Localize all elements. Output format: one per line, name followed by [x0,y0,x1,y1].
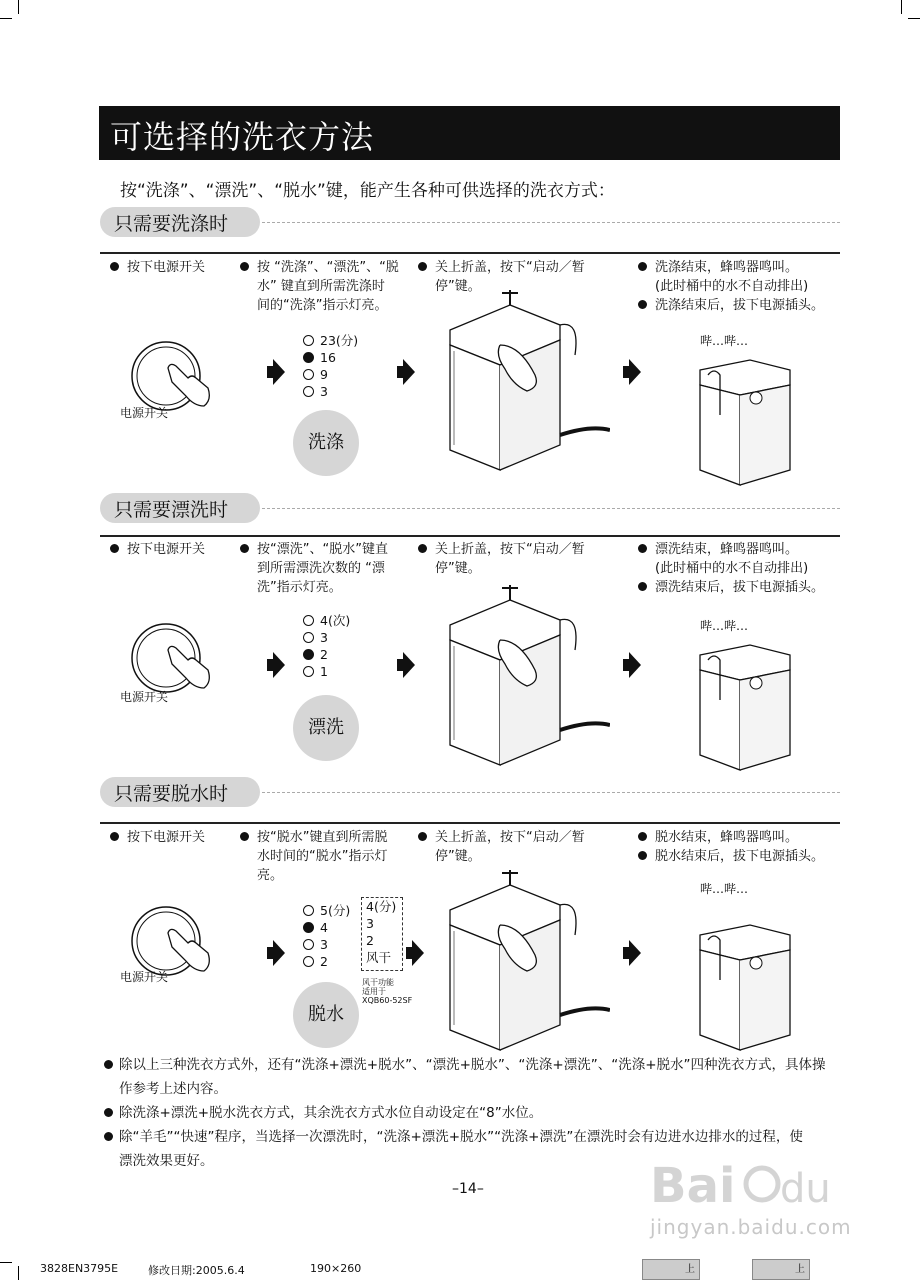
option: 2 [303,953,350,970]
heading-dashline [262,222,840,223]
note-item: 除以上三种洗衣方式外，还有“洗涤+漂洗+脱水”、“漂洗+脱水”、“洗涤+漂洗”、“洗涤+脱水”四种洗衣方式，具体操 [104,1053,840,1077]
indicator-off-icon [303,956,314,967]
step-press-key: 按“漂洗”、“脱水”键直 到所需漂洗次数的 “漂 洗”指示灯亮。 [240,540,388,597]
indicator-off-icon [303,615,314,626]
note-item-cont: 漂洗效果更好。 [119,1153,214,1169]
bullet [418,544,427,553]
indicator-off-icon [303,632,314,643]
option: 16 [303,349,358,366]
alt-options-box [361,897,403,971]
bullet [638,544,647,553]
step-close-lid: 关上折盖，按下“启动／暂 停”键。 [418,540,585,578]
option: 4(次) [303,612,350,629]
svg-text:du: du [780,1166,831,1212]
bullet [240,832,249,841]
section-rule [100,822,840,824]
indicator-on-icon [303,922,314,933]
step-finish: 漂洗结束，蜂鸣器鸣叫。 (此时桶中的水不自动排出) 漂洗结束后，拔下电源插头。 [638,540,824,597]
footer-date: 修改日期:2005.6.4 [148,1264,245,1277]
footer-size: 190×260 [310,1262,362,1275]
page-title: 可选择的洗衣方法 [110,118,375,156]
step-finish: 脱水结束，蜂鸣器鸣叫。 脱水结束后，拔下电源插头。 [638,828,824,866]
heading-dashline [262,508,840,509]
bullet [418,262,427,271]
power-switch-hand-icon [110,330,230,440]
page-number: –14– [452,1181,484,1197]
beep-label: 哔…哔… [700,882,749,896]
arrow-right-icon [273,359,285,385]
power-label: 电源开关 [120,690,169,704]
crop-mark [901,0,902,14]
bullet [104,1060,113,1069]
air-dry-note: 风干功能 适用于 XQB60-52SF [362,978,413,1005]
washer-closing-lid-icon [440,865,610,1055]
step-close-lid: 关上折盖，按下“启动／暂 停”键。 [418,828,585,866]
section-rule [100,252,840,254]
option: 3 [303,936,350,953]
wash-button-illustration: 洗涤 [293,410,359,476]
footer-box: 上 [642,1259,700,1280]
washer-beeping-icon [690,625,800,775]
alt-option: 4(分) [366,899,397,914]
heading-dashline [262,792,840,793]
indicator-on-icon [303,649,314,660]
option: 3 [303,383,358,400]
bullet [638,300,647,309]
step-press-key: 按 “洗涤”、“漂洗”、“脱 水” 键直到所需洗涤时 间的“洗涤”指示灯亮。 [240,258,399,315]
section-heading: 只需要脱水时 [114,783,229,805]
washer-closing-lid-icon [440,580,610,770]
crop-mark [0,1262,12,1263]
arrow-right-icon [629,359,641,385]
power-label: 电源开关 [120,406,169,420]
bullet [240,262,249,271]
bullet [638,851,647,860]
indicator-off-icon [303,666,314,677]
step-power: 按下电源开关 [110,828,205,847]
arrow-right-icon [412,940,424,966]
arrow-right-icon [403,652,415,678]
crop-mark [908,18,920,19]
step-close-lid: 关上折盖，按下“启动／暂 停”键。 [418,258,585,296]
option: 1 [303,663,350,680]
arrow-right-icon [273,652,285,678]
washer-closing-lid-icon [440,285,610,475]
arrow-right-icon [273,940,285,966]
bullet [638,582,647,591]
beep-label: 哔…哔… [700,334,749,348]
washer-beeping-icon [690,905,800,1055]
indicator-on-icon [303,352,314,363]
alt-option: 风干 [366,950,392,965]
bullet [418,832,427,841]
crop-mark [18,0,19,14]
option: 23(分) [303,332,358,349]
section-rule [100,535,840,537]
step-finish: 洗涤结束，蜂鸣器鸣叫。 (此时桶中的水不自动排出) 洗涤结束后，拔下电源插头。 [638,258,824,315]
alt-option: 2 [366,933,374,948]
option: 4 [303,919,350,936]
option: 5(分) [303,902,350,919]
bullet [110,262,119,271]
bullet [240,544,249,553]
bullet [104,1132,113,1141]
arrow-right-icon [629,940,641,966]
beep-label: 哔…哔… [700,619,749,633]
indicator-off-icon [303,386,314,397]
note-item: 除“羊毛”“快速”程序，当选择一次漂洗时，“洗涤+漂洗+脱水”“洗涤+漂洗”在漂洗时会有边进水边排水的过程，使 [104,1125,840,1149]
spin-button-illustration: 脱水 [293,982,359,1048]
bullet [104,1108,113,1117]
option: 9 [303,366,358,383]
power-label: 电源开关 [120,970,169,984]
section-heading: 只需要漂洗时 [114,499,229,521]
option: 3 [303,629,350,646]
watermark-url: jingyan.baidu.com [650,1215,852,1239]
footer-box: 上 [752,1259,810,1280]
intro-text: 按“洗涤”、“漂洗”、“脱水”键，能产生各种可供选择的洗衣方式： [120,181,615,201]
bullet [638,262,647,271]
bullet [110,832,119,841]
bullet [638,832,647,841]
step-press-key: 按“脱水”键直到所需脱 水时间的“脱水”指示灯 亮。 [240,828,387,885]
svg-text:Bai: Bai [650,1158,736,1214]
options-list [303,902,350,970]
note-item: 除洗涤+漂洗+脱水洗衣方式，其余洗衣方式水位自动设定在“8”水位。 [104,1101,840,1125]
arrow-right-icon [629,652,641,678]
options-list [303,332,358,400]
step-power: 按下电源开关 [110,258,205,277]
arrow-right-icon [403,359,415,385]
power-switch-hand-icon [110,895,230,1005]
section-heading: 只需要洗涤时 [114,213,229,235]
options-list [303,612,350,680]
option: 2 [303,646,350,663]
rinse-button-illustration: 漂洗 [293,695,359,761]
crop-mark [18,1266,19,1280]
note-item-cont: 作参考上述内容。 [119,1081,227,1097]
washer-beeping-icon [690,340,800,490]
step-power: 按下电源开关 [110,540,205,559]
indicator-off-icon [303,369,314,380]
alt-option: 3 [366,916,374,931]
indicator-off-icon [303,905,314,916]
bullet [110,544,119,553]
crop-mark [0,18,12,19]
indicator-off-icon [303,335,314,346]
footer-code: 3828EN3795E [40,1262,119,1275]
indicator-off-icon [303,939,314,950]
